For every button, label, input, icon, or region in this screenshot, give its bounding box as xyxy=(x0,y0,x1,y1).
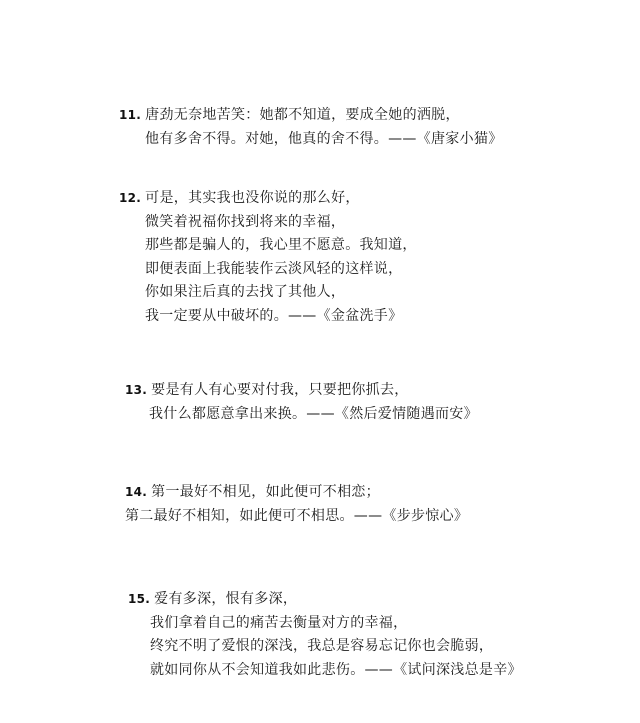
quote-text: 我什么都愿意拿出来换。——《然后爱情随遇而安》 xyxy=(149,405,478,422)
quote-text: 我一定要从中破坏的。——《金盆洗手》 xyxy=(145,307,403,324)
quote-text: 你如果注后真的去找了其他人， xyxy=(145,284,346,300)
quote-text: 第一最好不相见，如此便可不相恋； xyxy=(151,484,380,500)
quote-text: 他有多舍不得。对她，他真的舍不得。——《唐家小猫》 xyxy=(145,130,503,147)
quote-12 xyxy=(119,187,417,328)
quote-line xyxy=(125,481,468,505)
quote-line xyxy=(119,305,417,329)
quote-15 xyxy=(128,588,522,682)
quote-text: 第二最好不相知，如此便可不相思。——《步步惊心》 xyxy=(125,507,469,524)
quote-line xyxy=(119,234,417,258)
quote-line xyxy=(119,128,503,152)
quote-line xyxy=(119,187,417,211)
quote-line xyxy=(119,104,503,128)
quote-text: 终究不明了爱恨的深浅，我总是容易忘记你也会脆弱， xyxy=(150,638,494,654)
quote-text: 唐劲无奈地苦笑：她都不知道，要成全她的洒脱， xyxy=(145,107,460,123)
quote-line xyxy=(128,635,522,659)
quote-text: 那些都是骗人的，我心里不愿意。我知道， xyxy=(145,237,417,253)
quote-text: 即便表面上我能装作云淡风轻的这样说， xyxy=(145,260,403,277)
quote-line xyxy=(128,612,522,636)
quote-number: 15. xyxy=(128,592,151,606)
quote-number: 12. xyxy=(119,191,142,205)
quote-text: 就如同你从不会知道我如此悲伤。——《试问深浅总是辛》 xyxy=(150,661,522,678)
quote-line xyxy=(125,403,478,427)
quote-11 xyxy=(119,104,503,151)
quote-text: 微笑着祝福你找到将来的幸福， xyxy=(145,213,346,230)
quote-line xyxy=(119,211,417,235)
quote-text: 可是，其实我也没你说的那么好， xyxy=(145,190,360,206)
quote-number: 13. xyxy=(125,383,148,397)
quote-line xyxy=(119,258,417,282)
quote-number: 14. xyxy=(125,485,148,499)
quote-number: 11. xyxy=(119,108,142,122)
quote-line xyxy=(119,281,417,305)
quote-13 xyxy=(125,379,478,426)
quote-text: 爱有多深，恨有多深， xyxy=(154,591,298,607)
quote-text: 我们拿着自己的痛苦去衡量对方的幸福， xyxy=(150,614,408,631)
quote-line xyxy=(125,505,468,529)
quote-line xyxy=(125,379,478,403)
quote-14 xyxy=(125,481,468,528)
quote-line xyxy=(128,588,522,612)
quote-text: 要是有人有心要对付我，只要把你抓去， xyxy=(151,382,409,398)
quote-line xyxy=(128,659,522,683)
